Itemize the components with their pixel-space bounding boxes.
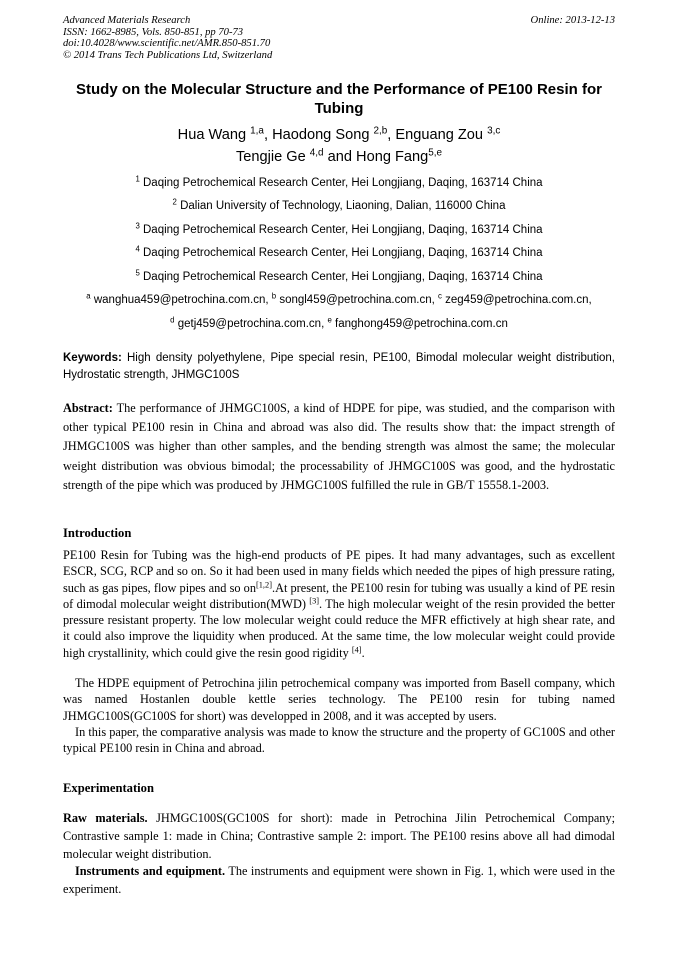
email-link[interactable]: wanghua459@petrochina.com.cn, (93, 294, 269, 306)
author-sup: 3,c (487, 125, 501, 137)
affiliation: $^2$ Dalian University of Technology, Liaoning, Dalian, 116000 China (172, 197, 506, 212)
author-name: Tengjie Ge (235, 149, 306, 165)
author-line-1: Hua Wang $^{1,a}$, Haodong Song $^{2,b}$, Enguang Zou $^{3,c}$ (177, 125, 501, 143)
copyright-line: © 2014 Trans Tech Publications Ltd, Switzerland (63, 49, 273, 61)
instruments-paragraph: Instruments and equipment. The instruments and equipment were shown in Fig. 1, which were used in the experiment. (63, 864, 615, 896)
keywords-text: High density polyethylene, Pipe special resin, PE100, Bimodal molecular weight distribution, Hydrostatic strength, JHMGC100S (63, 352, 615, 381)
citation[interactable]: [3] (309, 596, 320, 606)
affiliation: $^1$ Daqing Petrochemical Research Center, Hei Longjiang, Daqing, 163714 China (135, 174, 543, 189)
doi-line: doi:10.4028/www.scientific.net/AMR.850-851.70 (63, 38, 271, 50)
citation[interactable]: [4] (351, 645, 362, 655)
abstract-label: Abstract: (63, 401, 113, 415)
email-link[interactable]: getj459@petrochina.com.cn, (177, 318, 325, 330)
intro-paragraph-2: The HDPE equipment of Petrochina jilin petrochemical company was imported from Basell company, which was named Hostanlen double kettle series technology. The PE100 resin for tubing named JHMGC100S(GC100S for short) was developped in 2008, and it was accepted by users. (63, 676, 615, 723)
abstract (63, 399, 615, 495)
paper-title: Study on the Molecular Structure and the Performance of PE100 Resin for Tubing (76, 81, 602, 117)
section-heading-introduction: Introduction (63, 526, 132, 540)
email-link[interactable]: zeg459@petrochina.com.cn, (445, 294, 592, 306)
instruments-label: Instruments and equipment. (75, 864, 226, 878)
raw-materials-label: Raw materials. (63, 811, 148, 825)
issn-line: ISSN: 1662-8985, Vols. 850-851, pp 70-73 (63, 26, 244, 38)
author-sup: 5,e (428, 147, 443, 159)
author-name: Enguang Zou (395, 127, 484, 143)
author-name: Hong Fang (356, 149, 429, 165)
intro-paragraph-3: In this paper, the comparative analysis was made to know the structure and the property of GC100S and other typical PE100 resin in China and abroad. (63, 725, 615, 756)
author-sup: 1,a (250, 125, 264, 137)
online-date: Online: 2013-12-13 (530, 15, 615, 26)
keywords (63, 350, 615, 384)
section-heading-experimentation: Experimentation (63, 781, 154, 795)
journal-name: Advanced Materials Research (63, 15, 191, 26)
author-sup: 4,d (309, 147, 324, 159)
author-line-2: Tengjie Ge $^{4,d}$ and Hong Fang$^{5,e}$ (235, 147, 443, 165)
author-sup: 2,b (373, 125, 388, 137)
affiliation: $^5$ Daqing Petrochemical Research Center, Hei Longjiang, Daqing, 163714 China (135, 268, 543, 283)
raw-materials-paragraph: Raw materials. JHMGC100S(GC100S for short): made in Petrochina Jilin Petrochemical Company; Contrastive sample 1: made in China; Contrastive sample 2: import. The PE100 resins above all had dimodal molecular weight distribution. (63, 811, 616, 861)
email-line-2: $^d$ getj459@petrochina.com.cn, $^e$ fanghong459@petrochina.com.cn (170, 315, 508, 330)
email-line-1: $^a$ wanghua459@petrochina.com.cn, $^b$ songl459@petrochina.com.cn, $^c$ zeg459@petrochina.com.cn, (86, 291, 592, 306)
author-list (63, 124, 615, 168)
email-link[interactable]: fanghong459@petrochina.com.cn (335, 318, 508, 330)
intro-paragraph-1: PE100 Resin for Tubing was the high-end products of PE pipes. It had many advantages, such as excellent ESCR, SCG, RCP and so on. So it had been used in many fields which needed the pipes of high pressure rating, such as gas pipes, flow pipes and so on[1,2].At present, the PE100 resin for tubing was usually a kind of PE resin of dimodal molecular weight distribution(MWD) [3]. The high molecular weight of the resin provided the better pressure resistant property. The low molecular weight could reduce the MFR effictively at high shear rate, and it could also improve the liquidity when produced. At the same time, the low molecular weight could provide high crystallinity, which could give the resin good rigidity [4]. (63, 548, 615, 660)
citation[interactable]: [1,2] (255, 580, 272, 589)
email-link[interactable]: songl459@petrochina.com.cn, (279, 294, 435, 306)
author-name: Haodong Song (272, 127, 370, 143)
affiliation: $^4$ Daqing Petrochemical Research Center, Hei Longjiang, Daqing, 163714 China (135, 244, 543, 259)
affiliation: $^3$ Daqing Petrochemical Research Center, Hei Longjiang, Daqing, 163714 China (135, 221, 543, 236)
keywords-label: Keywords: (63, 352, 122, 364)
running-header (63, 15, 272, 61)
author-name: Hua Wang (177, 127, 247, 143)
abstract-text: The performance of JHMGC100S, a kind of HDPE for pipe, was studied, and the comparison with other typical PE100 resin in China and abroad was also did. The results show that: the impact strength of JHMGC100S was higher than other samples, and the bending strength was almost the same; the molecular weight distribution was obvious bimodal; the processability of JHMGC100S was good, and the hydrostatic strength of the pipe which was produced by JHMGC100S fulfilled the rule in GB/T 15558.1-2003. (63, 401, 615, 492)
